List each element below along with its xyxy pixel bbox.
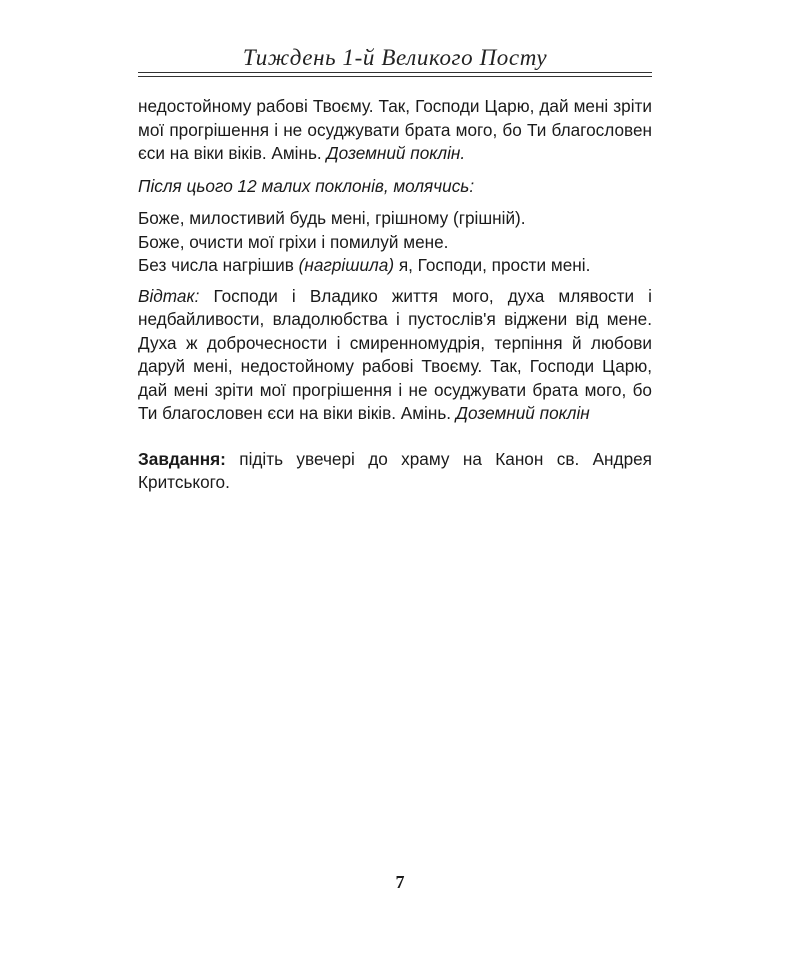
prayer-line-3 <box>138 254 652 278</box>
rubric-bows: Після цього 12 малих поклонів, молячись: <box>138 175 475 196</box>
paragraph-continuation <box>138 95 652 166</box>
ephraim-prayer-text: Господи і Владико життя мого, духа млявости і недбайливости, владолюбства і пустослів'я віджени від мене. Духа ж доброчесности і смиренномудрія, терпіння й любови даруй мені, недостойному рабові Твоєму. Так, Господи Царю, дай мені зріти мої прогрішення і не осуджувати брата мого, бо Ти благословен єси на віки віків. Амінь. <box>138 285 652 423</box>
page-body <box>138 95 652 495</box>
paragraph-instruction <box>138 175 652 199</box>
running-header <box>138 44 652 72</box>
prayer-line-3-end: я, Господи, прости мені. <box>398 255 591 275</box>
rubric-prostration-end: Доземний поклін <box>455 403 590 423</box>
prayer-line-3-alt: (нагрішила) <box>298 255 395 275</box>
task-label: Завдання: <box>138 448 226 469</box>
paragraph-ephraim-prayer <box>138 285 652 426</box>
rubric-prostration: Доземний поклін. <box>326 143 466 163</box>
header-title: Тиждень 1-й Великого Посту <box>242 45 548 70</box>
rubric-then: Відтак: <box>138 285 200 306</box>
prayer-text: недостойному рабові Твоєму. Так, Господи Царю, дай мені зріти мої прогрішення і не осуджувати брата мого, бо Ти благословен єси на віки віків. Амінь. <box>138 96 652 163</box>
prayer-line-2: Боже, очисти мої гріхи і помилуй мене. <box>138 231 449 252</box>
paragraph-task <box>138 448 652 495</box>
header-rule-bottom <box>138 76 652 77</box>
paragraph-short-prayers <box>138 207 652 278</box>
prayer-line-1: Боже, милостивий будь мені, грішному (грішній). <box>138 208 526 228</box>
header-rule-top <box>138 72 652 73</box>
page-number: 7 <box>395 872 405 892</box>
prayer-line-3-start: Без числа нагрішив <box>138 255 294 275</box>
task-text: підіть увечері до храму на Канон св. Андрея Критського. <box>138 448 652 492</box>
